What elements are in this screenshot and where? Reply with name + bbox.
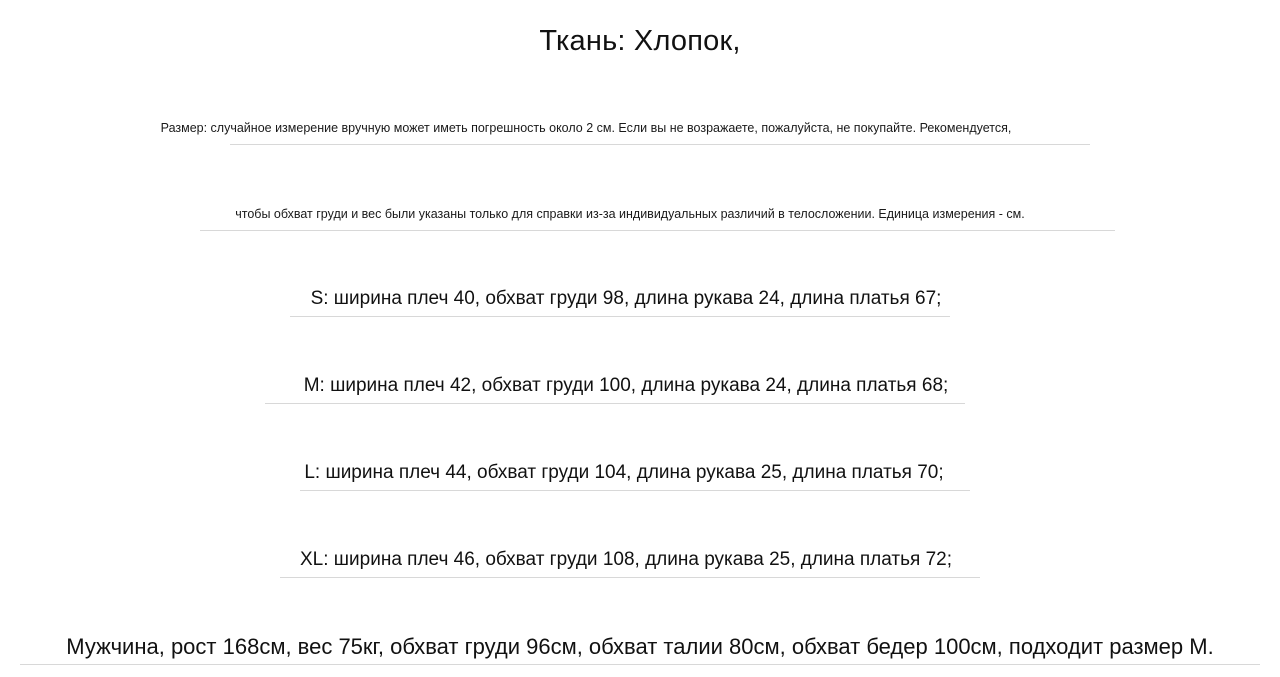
fabric-title: Ткань: Хлопок, [539,25,741,57]
scan-artifact [230,144,1090,145]
scan-artifact [265,403,965,404]
measurement-note-line-2: чтобы обхват груди и вес были указаны только для справки из-за индивидуальных различий в телосложении. Единица измерения - см. [235,207,1025,221]
size-l-row: L: ширина плеч 44, обхват груди 104, длина рукава 25, длина платья 70; [304,462,944,483]
model-info: Мужчина, рост 168см, вес 75кг, обхват груди 96см, обхват талии 80см, обхват бедер 100см, подходит размер M. [66,634,1214,659]
scan-artifact [280,577,980,578]
size-m-row: M: ширина плеч 42, обхват груди 100, длина рукава 24, длина платья 68; [303,375,949,396]
scan-artifact [200,230,1115,231]
size-s-row: S: ширина плеч 40, обхват груди 98, длина рукава 24, длина платья 67; [310,288,942,309]
scan-artifact [20,664,1260,665]
size-xl-row: XL: ширина плеч 46, обхват груди 108, длина рукава 25, длина платья 72; [300,549,952,570]
scan-artifact [290,316,950,317]
scan-artifact [300,490,970,491]
measurement-note-line-1: Размер: случайное измерение вручную может иметь погрешность около 2 см. Если вы не возражаете, пожалуйста, не покупайте. Рекомендуется, [160,121,1012,135]
